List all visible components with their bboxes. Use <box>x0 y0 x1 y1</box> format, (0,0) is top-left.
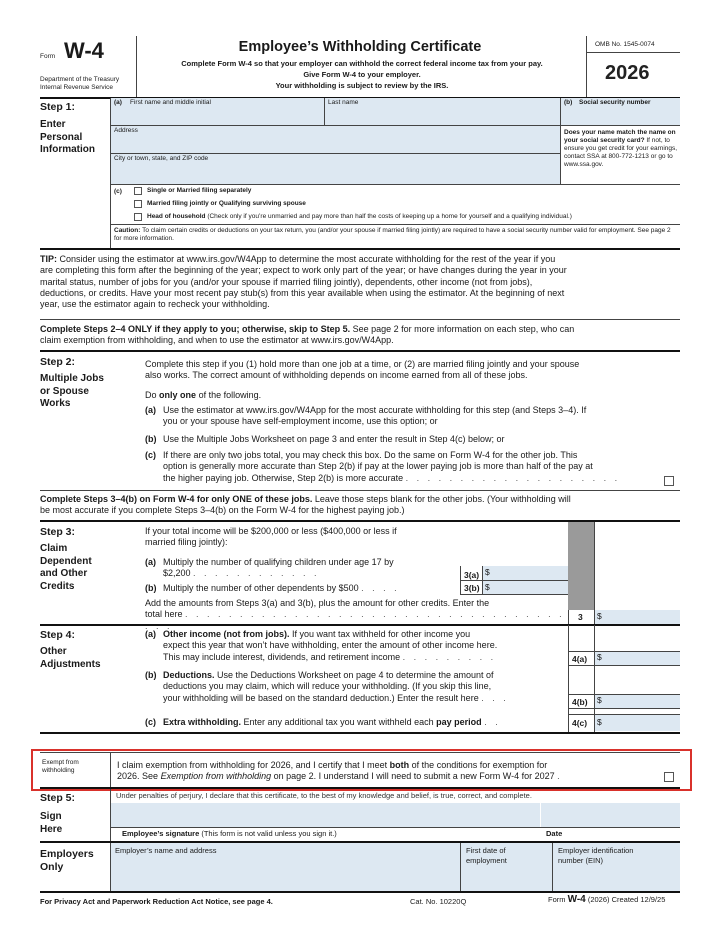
city-field[interactable] <box>111 154 560 184</box>
header-line-2: Give Form W-4 to your employer. <box>303 70 421 79</box>
step4-line-a: Other income (not from jobs). If you want tax withheld for other income you expect this year that won’t have withholding, enter the amount of other income here. This may include interest, dividends, and retirement income . . . . . . . . . <box>163 629 498 662</box>
header-line-3: Your withholding is subject to review by the IRS. <box>275 81 449 90</box>
tip-section: TIP: Consider using the estimator at www.irs.gov/W4App to determine the most accurate withholding for the rest of the year if you are completing this form after the beginning of the year; expect to work only part of the year; or have changes during the year in your marital status, number of jobs for you (and/or your spouse if married filing jointly), dependents, other income (not from jobs), deductions, or credits. Have your most recent pay stub(s) from this year available when using the estimator. At the beginning of next year, use the estimator again to recheck your withholding. <box>40 254 567 310</box>
step3-line-a: Multiply the number of qualifying children under age 17 by $2,200 . . . . . . . . . . . . <box>163 557 394 579</box>
form-header <box>40 36 680 96</box>
step5-title-2: Here <box>40 823 63 835</box>
signature-label: Employee’s signature (This form is not valid unless you sign it.) <box>122 829 337 838</box>
omb-number: OMB No. 1545-0074 <box>595 41 655 48</box>
address-label: Address <box>114 127 138 134</box>
single-checkbox[interactable] <box>134 187 142 195</box>
line-4b-number: 4(b) <box>572 697 588 707</box>
last-name-field[interactable] <box>325 98 560 125</box>
line-4a-amount[interactable]: $ <box>595 651 680 665</box>
line-3-number: 3 <box>578 612 583 622</box>
step4-label: Step 4: Other Adjustments <box>40 629 140 671</box>
step2-label: Step 2: Multiple Jobs or Spouse Works <box>40 356 140 411</box>
line-4c-number: 4(c) <box>572 718 588 728</box>
step4-line-b: Deductions. Use the Deductions Worksheet on page 4 to determine the amount of deductions you may claim, which will reduce your withholding. (If you skip this line, your withholding will be based on the standard deduction.) Enter the result here . . . <box>163 670 509 703</box>
ein-field[interactable] <box>553 843 680 891</box>
step1-label: Step 1: Enter Personal Information <box>40 101 110 157</box>
step3-title-2: Dependent <box>40 555 92 567</box>
complete-steps-2-4-note: Complete Steps 2–4 ONLY if they apply to you; otherwise, skip to Step 5. See page 2 for more information on each step, who can claim exemption from withholding, and when to use the estimator at www.irs.gov/W4App. <box>40 324 575 346</box>
address-field[interactable] <box>111 126 560 153</box>
step1-title-2: Personal <box>40 131 83 143</box>
line-3-amount[interactable]: $ <box>595 610 680 624</box>
line-3a-amount[interactable]: $ <box>483 566 568 580</box>
exempt-checkbox[interactable] <box>664 772 674 782</box>
first-name-field[interactable]: (a) First name and middle initial <box>111 98 324 125</box>
privacy-notice: For Privacy Act and Paperwork Reduction Act Notice, see page 4. <box>40 897 273 906</box>
two-jobs-checkbox[interactable] <box>664 476 674 486</box>
line-3b-amount[interactable]: $ <box>483 581 568 594</box>
exempt-label: Exempt from withholding <box>42 759 79 774</box>
step4-line-c: Extra withholding. Enter any additional tax you want withheld each pay period . . <box>163 717 501 727</box>
step3-title-4: Credits <box>40 580 75 592</box>
form-word: Form <box>40 53 56 60</box>
line-3a-number: 3(a) <box>464 570 480 580</box>
married-jointly-checkbox[interactable] <box>134 200 142 208</box>
step4-title-2: Adjustments <box>40 658 101 670</box>
step2-title-2: or Spouse <box>40 385 89 397</box>
first-name-label: First name and middle initial <box>130 99 211 106</box>
complete-steps-3-4b-note: Complete Steps 3–4(b) on Form W-4 for only ONE of these jobs. Leave those steps blank for the other jobs. (Your withholding will be most accurate if you complete Steps 3–4(b) on the Form W-4 for the highest paying job.) <box>40 494 571 516</box>
employer-name-label: Employer’s name and address <box>115 846 217 855</box>
step3-title-1: Claim <box>40 543 68 554</box>
name-match-note: Does your name match the name on your social security card? If not, to ensure you get credit for your earnings, contact SSA at 800-772-1213 or go to www.ssa.gov. <box>564 129 678 168</box>
step1-title-1: Enter <box>40 119 66 130</box>
step2-option-b: Use the Multiple Jobs Worksheet on page 3 and enter the result in Step 4(c) below; or <box>163 434 505 444</box>
first-date-employment-field[interactable] <box>461 843 552 891</box>
step3-intro: If your total income will be $200,000 or less ($400,000 or less if married filing jointly): <box>145 526 397 548</box>
line-3b-number: 3(b) <box>464 583 480 593</box>
date-label: Date <box>546 829 563 838</box>
perjury-statement: Under penalties of perjury, I declare that this certificate, to the best of my knowledge and belief, is true, correct, and complete. <box>116 791 532 800</box>
ein-label: Employer identification number (EIN) <box>558 846 634 865</box>
irs-name: Internal Revenue Service <box>40 84 113 91</box>
department: Department of the Treasury <box>40 76 120 83</box>
single-label: Single or Married filing separately <box>147 187 252 194</box>
caution-note: Caution: To claim certain credits or deductions on your tax return, you (and/or your spouse if married filing jointly) are required to have a social security number valid for employment. See page 2 for more information. <box>114 227 671 242</box>
step3-gray-column <box>568 522 594 610</box>
city-label: City or town, state, and ZIP code <box>114 155 209 162</box>
step3-total-line: Add the amounts from Steps 3(a) and 3(b), plus the amount for other credits. Enter the total here . . . . . . . . . . . . . . . . . . . . . . . . . . . . . . . . . . . <box>145 598 565 620</box>
step2-option-a: Use the estimator at www.irs.gov/W4App for the most accurate withholding for this step (and Steps 3–4). If you or your spouse have self-employment income, use this option; or <box>163 405 587 427</box>
footer-form-id: Form W-4 (2026) Created 12/9/25 <box>548 894 666 905</box>
step3-line-b: Multiply the number of other dependents by $500 . . . . <box>163 583 400 593</box>
signature-field[interactable] <box>111 803 540 827</box>
step2-do-only: Do only one of the following. <box>145 390 262 400</box>
step5-label: Step 5: Sign Here <box>40 792 110 836</box>
date-field[interactable] <box>541 803 680 827</box>
step5-title-1: Sign <box>40 811 62 822</box>
married-jointly-label: Married filing jointly or Qualifying surviving spouse <box>147 200 306 207</box>
employer-name-field[interactable] <box>111 843 460 891</box>
ssn-label: Social security number <box>579 99 651 106</box>
step2-title-1: Multiple Jobs <box>40 373 104 384</box>
exempt-statement: I claim exemption from withholding for 2026, and I certify that I meet both of the conditions for exemption for 2026. See Exemption from withholding on page 2. I understand I will need to submit a new Form W-4 for 2027 . <box>117 760 563 782</box>
form-title: Employee’s Withholding Certificate <box>238 39 482 55</box>
employers-label: Employers Only <box>40 848 94 873</box>
head-of-household-label: Head of household (Check only if you’re unmarried and pay more than half the costs of keeping up a home for yourself and a qualifying individual.) <box>147 213 572 220</box>
step4-title-1: Other <box>40 646 67 657</box>
head-of-household-checkbox[interactable] <box>134 213 142 221</box>
catalog-number: Cat. No. 10220Q <box>410 897 467 906</box>
step2-title-3: Works <box>40 398 71 409</box>
form-number: W-4 <box>64 38 104 63</box>
step3-label: Step 3: Claim Dependent and Other Credits <box>40 526 140 593</box>
header-line-1: Complete Form W-4 so that your employer can withhold the correct federal income tax from your pay. <box>181 59 543 68</box>
step2-option-c: If there are only two jobs total, you may check this box. Do the same on Form W-4 for the other job. This option is generally more accurate than Step 2(b) if pay at the lower paying job is more than half of the pay at the higher paying job. Otherwise, Step 2(b) is more accurate . . . . . . . . . . . . . . . . . . . . <box>163 450 621 483</box>
step3-title-3: and Other <box>40 568 88 579</box>
tax-year: 2026 <box>605 62 650 84</box>
ssn-field[interactable]: (b) Social security number <box>561 98 680 125</box>
line-4a-number: 4(a) <box>572 654 588 664</box>
step2-intro: Complete this step if you (1) hold more than one job at a time, or (2) are married filing jointly and your spouse also works. The correct amount of withholding depends on income earned from all of these jobs. <box>145 359 580 381</box>
line-4c-amount[interactable]: $ <box>595 714 680 731</box>
first-date-label: First date of employment <box>466 846 507 865</box>
last-name-label: Last name <box>328 99 359 106</box>
step1-title-3: Information <box>40 144 95 155</box>
line-4b-amount[interactable]: $ <box>595 694 680 708</box>
